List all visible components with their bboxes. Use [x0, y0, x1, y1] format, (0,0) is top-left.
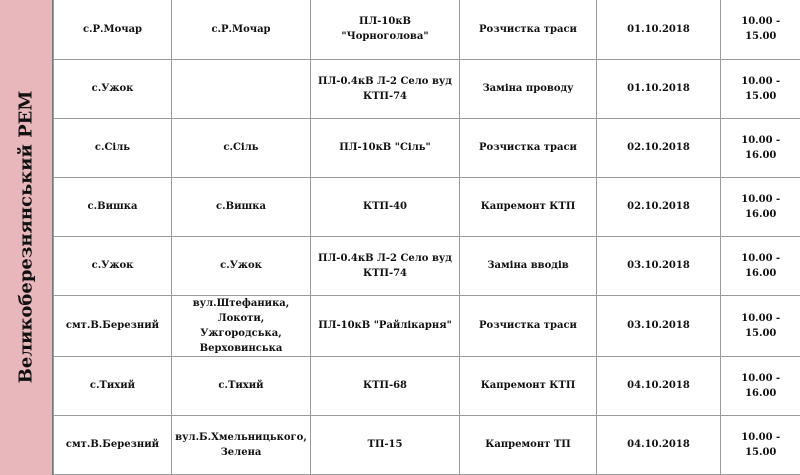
object-cell — [311, 356, 460, 415]
work-type-cell-text: Капремонт КТП — [480, 201, 576, 213]
address-cell — [172, 59, 311, 118]
settlement-cell — [54, 118, 172, 177]
date-cell — [597, 356, 721, 415]
time-cell-text: 10.00 - 16.00 — [741, 193, 781, 220]
date-cell-text: 01.10.2018 — [627, 83, 690, 95]
settlement-cell — [54, 415, 172, 474]
work-type-cell — [460, 59, 597, 118]
table-row — [54, 177, 800, 236]
table-row — [54, 236, 800, 295]
work-type-cell-text: Заміна проводу — [482, 83, 574, 95]
object-cell-text: ПЛ-10кВ "Чорноголова" — [341, 16, 429, 43]
settlement-cell-text: с.Сіль — [94, 142, 131, 154]
work-type-cell-text: Заміна вводів — [487, 260, 569, 272]
table-row — [54, 415, 800, 474]
date-cell-text: 03.10.2018 — [627, 260, 690, 272]
address-cell — [172, 236, 311, 295]
time-cell — [721, 0, 800, 59]
object-cell-text: КТП-40 — [362, 201, 408, 213]
date-cell-text: 01.10.2018 — [627, 23, 690, 35]
object-cell — [311, 177, 460, 236]
settlement-cell — [54, 0, 172, 59]
object-cell-text: КТП-74 — [362, 267, 408, 279]
object-cell-text: ПЛ-10кВ "Райлікарня" — [318, 320, 452, 332]
date-cell-text: 04.10.2018 — [627, 380, 690, 392]
settlement-cell — [54, 59, 172, 118]
date-cell-text: 03.10.2018 — [627, 320, 690, 332]
time-cell-text: 10.00 - 15.00 — [741, 431, 781, 458]
address-cell-text: с.Вишка — [216, 201, 266, 213]
schedule-table — [53, 0, 800, 475]
object-cell — [311, 236, 460, 295]
work-type-cell-text: Капремонт КТП — [480, 380, 576, 392]
work-type-cell — [460, 295, 597, 356]
address-cell — [172, 356, 311, 415]
object-cell-text: ПЛ-0.4кВ Л-2 Село вуд — [318, 252, 452, 264]
time-cell-text: 10.00 - 16.00 — [741, 134, 781, 161]
settlement-cell — [54, 356, 172, 415]
date-cell — [597, 59, 721, 118]
date-cell — [597, 118, 721, 177]
time-cell-text: 10.00 - 16.00 — [741, 372, 781, 399]
settlement-cell-text: с.Тихий — [89, 380, 136, 392]
work-type-cell-text: Розчистка траси — [479, 23, 577, 35]
settlement-cell — [54, 295, 172, 356]
address-cell-text: Ужгородська, — [200, 327, 282, 339]
table-row — [54, 59, 800, 118]
table-row — [54, 118, 800, 177]
time-cell — [721, 295, 800, 356]
work-type-cell — [460, 177, 597, 236]
object-cell — [311, 415, 460, 474]
date-cell-text: 02.10.2018 — [627, 142, 690, 154]
schedule-rows — [54, 0, 800, 475]
address-cell-text: вул.Б.Хмельницького, — [175, 431, 307, 443]
object-cell-text: ТП-15 — [367, 439, 403, 451]
settlement-cell-text: смт.В.Березний — [65, 439, 160, 451]
work-type-cell-text: Капремонт ТП — [485, 439, 571, 451]
settlement-cell — [54, 177, 172, 236]
address-cell — [172, 118, 311, 177]
object-cell-text: КТП-68 — [362, 380, 408, 392]
object-cell-text: ПЛ-10кВ "Сіль" — [339, 142, 431, 154]
address-cell-text: Зелена — [220, 446, 262, 458]
date-cell-text: 04.10.2018 — [627, 439, 690, 451]
time-cell — [721, 177, 800, 236]
address-cell — [172, 295, 311, 356]
address-cell-text: Верховинська — [199, 342, 283, 354]
time-cell-text: 10.00 - 15.00 — [741, 75, 781, 102]
address-cell-text: с.Ужок — [220, 260, 262, 272]
table-row — [54, 0, 800, 59]
object-cell — [311, 0, 460, 59]
settlement-cell — [54, 236, 172, 295]
date-cell-text: 02.10.2018 — [627, 201, 690, 213]
time-cell-text: 10.00 - 15.00 — [741, 16, 781, 43]
settlement-cell-text: с.Ужок — [91, 83, 134, 95]
time-cell — [721, 59, 800, 118]
settlement-cell-text: с.Р.Мочар — [82, 23, 143, 35]
settlement-cell-text: с.Вишка — [87, 201, 138, 213]
table-row — [54, 295, 800, 356]
work-type-cell-text: Розчистка траси — [479, 320, 577, 332]
work-type-cell — [460, 236, 597, 295]
work-type-cell — [460, 415, 597, 474]
address-cell — [172, 177, 311, 236]
time-cell — [721, 118, 800, 177]
address-cell-text: с.Сіль — [223, 142, 259, 154]
date-cell — [597, 415, 721, 474]
date-cell — [597, 0, 721, 59]
time-cell — [721, 236, 800, 295]
address-cell — [172, 415, 311, 474]
object-cell-text: ПЛ-0.4кВ Л-2 Село вуд — [318, 75, 452, 87]
time-cell-text: 10.00 - 16.00 — [741, 252, 781, 279]
time-cell-text: 10.00 - 15.00 — [741, 312, 781, 339]
object-cell-text: КТП-74 — [362, 90, 408, 102]
time-cell — [721, 415, 800, 474]
table-row — [54, 356, 800, 415]
work-type-cell-text: Розчистка траси — [479, 142, 577, 154]
address-cell — [172, 0, 311, 59]
work-type-cell — [460, 118, 597, 177]
object-cell — [311, 59, 460, 118]
address-cell-text: с.Тихий — [218, 380, 264, 392]
region-cell — [0, 0, 53, 475]
address-cell-text: вул.Штефаника, Локоти, — [192, 297, 290, 324]
object-cell — [311, 118, 460, 177]
object-cell — [311, 295, 460, 356]
work-type-cell — [460, 0, 597, 59]
work-type-cell — [460, 356, 597, 415]
date-cell — [597, 177, 721, 236]
date-cell — [597, 295, 721, 356]
settlement-cell-text: с.Ужок — [91, 260, 134, 272]
date-cell — [597, 236, 721, 295]
address-cell-text: с.Р.Мочар — [211, 23, 271, 35]
time-cell — [721, 356, 800, 415]
region-label: Великоберезнянський РЕМ — [15, 90, 37, 384]
settlement-cell-text: смт.В.Березний — [65, 320, 160, 332]
